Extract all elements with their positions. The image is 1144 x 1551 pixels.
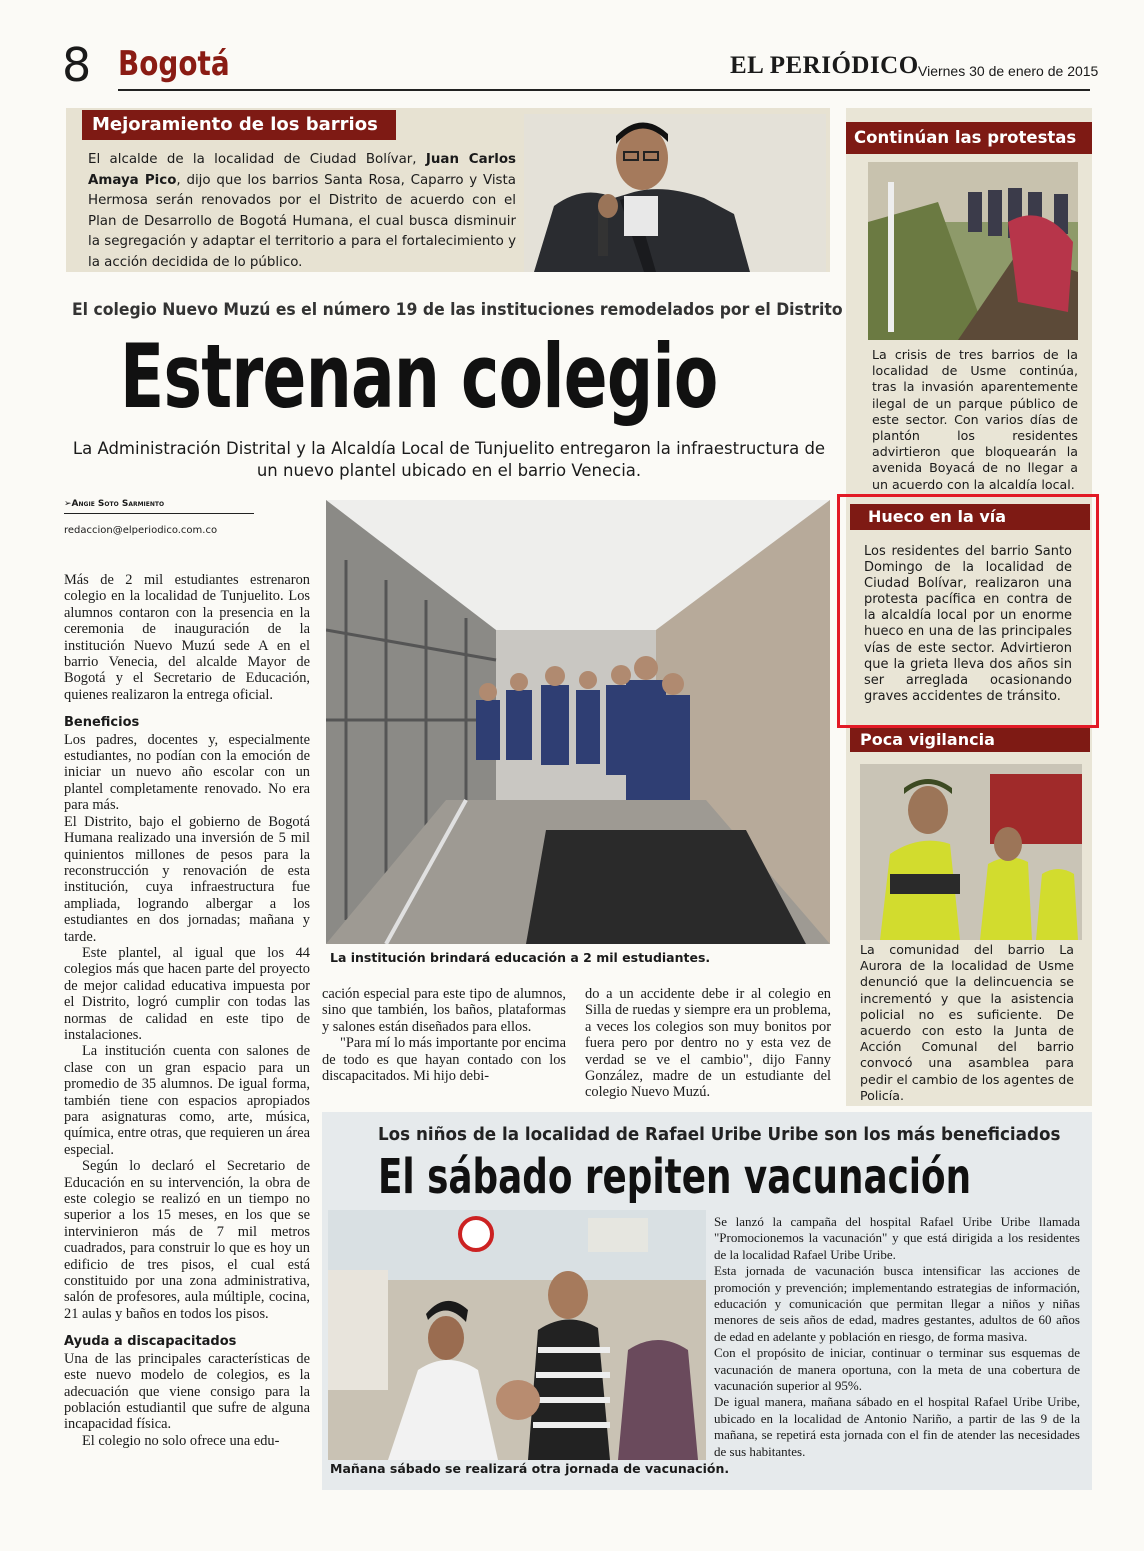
sidebar-text-hueco: Los residentes del barrio Santo Domingo de la localidad de Ciudad Bolívar, realizaron una protesta pacífica en contra de la alcaldía local por un enorme hueco en una de las principales vías de este sector. Advirtieron que la grieta lleva dos años sin ser arreglada ocasionando graves accidentes de tránsito. [864, 544, 1072, 704]
article-column-2 [322, 986, 566, 1084]
vaccination-body [714, 1214, 1080, 1460]
paragraph: Según lo declaró el Secretario de Educación en su intervención, la obra de este colegio se realizó en un tiempo no superior a los 15 meses, en los que se intervinieron más de 7 mil metros cuadrados, para construir lo que es hoy un edificio de tres pisos, el cual está constituido por una zona administrativa, salón de profesores, aula múltiple, cocina, 21 aulas y baños en todos los pisos. [64, 1158, 310, 1322]
paragraph: De igual manera, mañana sábado en el hospital Rafael Uribe Uribe, ubicado en la localidad de Antonio Nariño, a partir de las 9 de la mañana, se repetirá esta jornada con el fin de atender las necesidades de sus habitantes. [714, 1394, 1080, 1459]
section-name: Bogotá [118, 44, 230, 84]
subhead-discapacitados: Ayuda a discapacitados [64, 1334, 237, 1350]
top-box-body [88, 150, 516, 274]
paragraph: La institución cuenta con salones de clase con un gran espacio para un promedio de 35 alumnos. De igual forma, también tiene con espacios apropiados para asignaturas como, arte, música, química, entre otras, que requieren un área especial. [64, 1043, 310, 1158]
paragraph: Con el propósito de iniciar, continuar o terminar sus esquemas de vacunación de manera oportuna, con la meta de una cobertura de vacunación superior al 95%. [714, 1345, 1080, 1394]
main-kicker: El colegio Nuevo Muzú es el número 19 de las instituciones remodelados por el Distrito [72, 300, 843, 320]
paragraph: do a un accidente debe ir al colegio en Silla de ruedas y siempre era un problema, a veces los colegios son muy bonitos por fuera pero por dentro no y esta vez de verdad se ve el cambio", dijo Fanny González, madre de un estudiante del colegio Nuevo Muzú. [585, 986, 831, 1101]
article-column-1 [64, 572, 310, 1449]
sidebar-title-vigilancia: Poca vigilancia [850, 728, 1090, 752]
school-hallway-photo [326, 500, 830, 944]
issue-date: Viernes 30 de enero de 2015 [918, 63, 1099, 79]
mayor-name: Juan Carlos Amaya Pico [88, 152, 516, 188]
author-email: redaccion@elperiodico.com.co [64, 525, 218, 536]
top-box-body-text: El alcalde de la localidad de Ciudad Bolívar, [88, 152, 426, 167]
paragraph: El colegio no solo ofrece una edu- [82, 1432, 280, 1449]
masthead: EL PERIÓDICO [730, 52, 919, 79]
main-deck: La Administración Distrital y la Alcaldía Local de Tunjuelito entregaron la infraestructura de un nuevo plantel ubicado en el barrio Venecia. [72, 439, 826, 480]
paragraph: Los padres, docentes y, especialmente estudiantes, no podían con la emoción de iniciar un nuevo año escolar con un plantel completamente renovado. No era para más. [64, 731, 310, 814]
main-headline: Estrenan colegio [120, 325, 718, 428]
author-name: Angie Soto Sarmiento [71, 499, 165, 509]
top-box-title: Mejoramiento de los barrios [82, 110, 396, 140]
paragraph: Este plantel, al igual que los 44 colegios más que hacen parte del proyecto de mejor calidad educativa impuesta por el Distrito, logró cumplir con todas las normas de calidad en este tipo de instalaciones. [64, 944, 310, 1043]
paragraph: El Distrito, bajo el gobierno de Bogotá Humana realizado una inversión de 5 mil quinientos millones de pesos para la reconstrucción y renovación de esta institución, cuya infraestructura fue ampliada, logrando albergar a los estudiantes en dos jornadas; mañana y tarde. [64, 813, 310, 945]
paragraph: Esta jornada de vacunación busca intensificar las acciones de promoción y prevención; implementando estrategias de información, educación y comunicación que permitan llegar a niños y niñas menores de seis años de edad, madres gestantes, adultos de 60 años de edad en adelante y población en riesgo, de forma masiva. [714, 1263, 1080, 1344]
article-column-3 [585, 986, 831, 1101]
paragraph: "Para mí lo más importante por encima de todo es que hayan contado con los discapacitados. Mi hijo debi- [322, 1035, 566, 1085]
paragraph: Más de 2 mil estudiantes estrenaron colegio en la localidad de Tunjuelito. Los alumnos contaron con la presencia en la ceremonia de inauguración de la institución Nuevo Muzú sede A en el barrio Venecia, del alcalde Mayor de Bogotá y el Secretario de Educación, quienes realizaron la entrega oficial. [64, 572, 310, 703]
byline-rule [64, 513, 254, 514]
page-number: 8 [62, 38, 92, 92]
vaccination-photo-caption: Mañana sábado se realizará otra jornada de vacunación. [330, 1461, 730, 1476]
police-photo [860, 764, 1082, 940]
protest-photo [868, 162, 1078, 340]
byline: ➢Angie Soto Sarmiento [64, 499, 165, 509]
paragraph: cación especial para este tipo de alumnos, sino que también, los baños, plataformas y salones están diseñados para ellos. [322, 986, 566, 1035]
paragraph: Una de las principales características de este nuevo modelo de colegios, es la adecuación que viene consigo para la población estudiantil que sufre de alguna incapacidad física. [64, 1350, 310, 1433]
paragraph: Se lanzó la campaña del hospital Rafael Uribe Uribe llamada "Promocionemos la vacunación" y que está dirigida a los residentes de la localidad Rafael Uribe Uribe. [714, 1214, 1080, 1262]
top-box-body-text-2: , dijo que los barrios Santa Rosa, Caparro y Vista Hermosa serán renovados por el Distrito de acuerdo con el Plan de Desarrollo de Bogotá Humana, el cual busca disminuir la segregación y adaptar el territorio a para el fortalecimiento y la acción decidida de lo público. [88, 172, 516, 270]
sidebar-text-vigilancia: La comunidad del barrio La Aurora de la localidad de Usme denunció que la delincuencia se incrementó y que la asistencia policial no es suficiente. De acuerdo con esto la Junta de Acción Comunal del barrio convocó una asamblea para pedir el cambio de los agentes de Policía. [860, 942, 1074, 1103]
sidebar-title-protestas: Continúan las protestas [846, 122, 1092, 154]
main-photo-caption: La institución brindará educación a 2 mil estudiantes. [330, 950, 711, 965]
vaccination-photo [328, 1210, 706, 1460]
vaccination-headline: El sábado repiten vacunación [378, 1149, 972, 1205]
sidebar-title-hueco: Hueco en la vía [850, 504, 1090, 530]
sidebar-text-protestas: La crisis de tres barrios de la localidad de Usme continúa, tras la invasión aparentemente ilegal de un parque público de este sector. Con varios días de plantón los residentes advirtieron que bloquearán la avenida Boyacá de no llegar a un acuerdo con la alcaldía local. [872, 347, 1078, 492]
subhead-beneficios: Beneficios [64, 715, 140, 731]
header-rule [118, 89, 1090, 91]
mayor-photo [524, 114, 826, 272]
vaccination-kicker: Los niños de la localidad de Rafael Uribe Uribe son los más beneficiados [378, 1124, 1061, 1145]
